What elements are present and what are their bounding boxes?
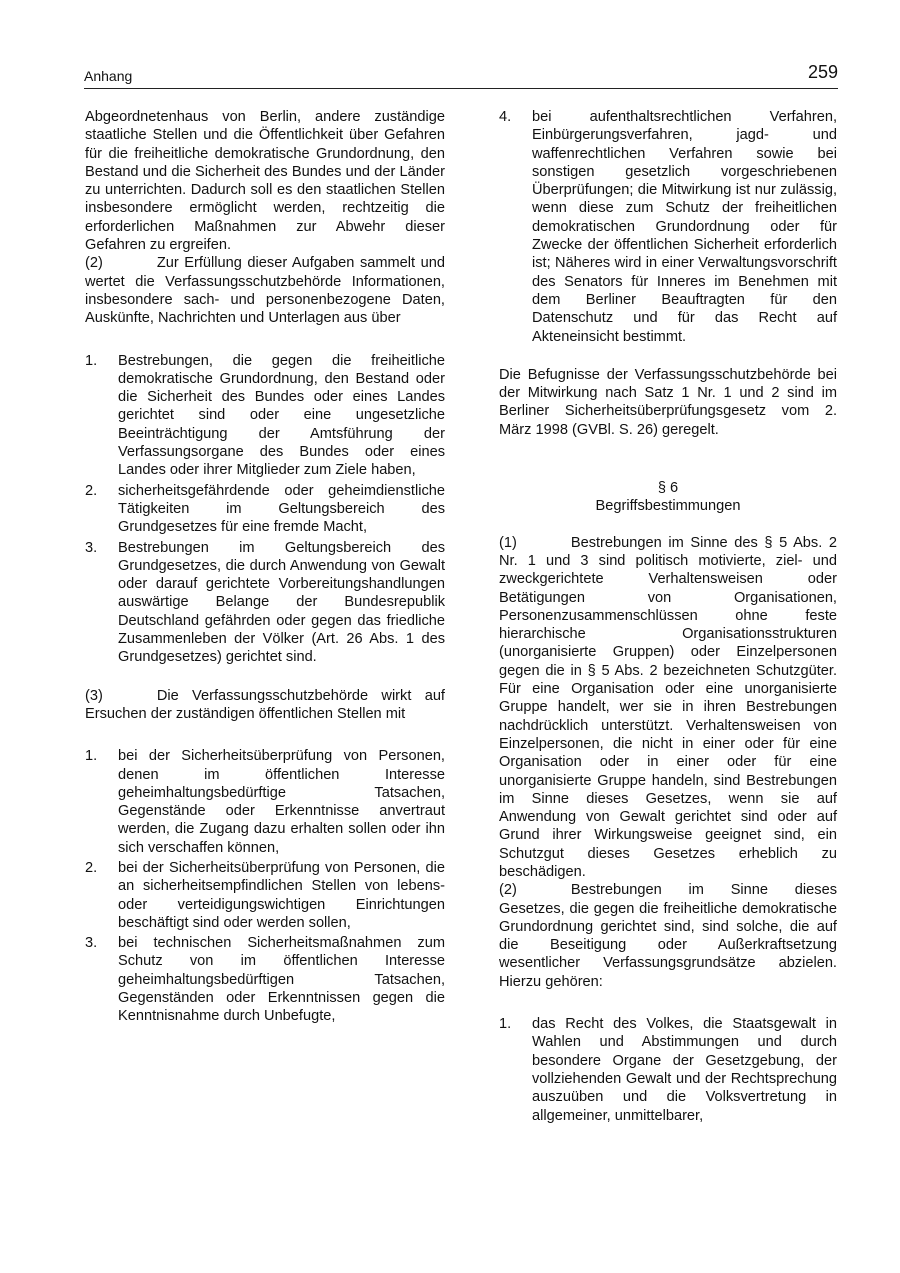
paragraph-label: (2) [499, 882, 517, 899]
paragraph-2 [85, 254, 445, 327]
paragraph-text: Die Verfassungsschutzbehörde wirkt auf Ersuchen der zuständigen öffentlichen Stellen mit [85, 687, 445, 722]
list-constitutional-principles [499, 1015, 837, 1125]
paragraph-3 [85, 687, 445, 724]
list-cooperation-cases [85, 747, 445, 1025]
page-header [84, 62, 838, 89]
list-cooperation-continued [499, 108, 837, 346]
running-head: Anhang [84, 68, 133, 84]
list-item: 2. bei der Sicherheitsüberprüfung von Personen, die an sicherheitsempfindlichen Stellen von lebens- oder verteidigungswichtigen Einrichtungen beschäftigt sind oder werden sollen, [85, 859, 445, 931]
list-item: 3. Bestrebungen im Geltungsbereich des Grundgesetzes, die durch Anwendung von Gewalt oder darauf gerichtete Vorbereitungshandlungen auswärtige Belange der Bundesrepublik Deutschland gefährden oder gegen das friedliche Zusammenleben der Völker (Art. 26 Abs. 1 des Grundgesetzes) gerichtet sind. [85, 539, 445, 666]
list-item: 4. bei aufenthaltsrechtlichen Verfahren, Einbürgerungsverfahren, jagd- und waffenrechtlichen Verfahren sowie bei sonstigen gesetzlich vorgeschriebenen Überprüfungen; die Mitwirkung ist nur zulässig, wenn diese zum Schutz der freiheitlichen demokratischen Grundordnung oder für Zwecke der öffentlichen Sicherheit erforderlich ist; Näheres wird in einer Verwaltungsvorschrift des Senators für Inneres im Benehmen mit dem Berliner Beauftragten für den Datenschutz und für das Recht auf Akteneinsicht bestimmt. [499, 109, 837, 345]
paragraph-text: Bestrebungen im Sinne dieses Gesetzes, die gegen die freiheitliche demokratische Grundordnung gerichtet sind, sind solche, die auf die Beseitigung oder Außerkraftsetzung wesentlicher Verfassungsgrundsätze abzielen. Hierzu gehören: [499, 882, 837, 990]
list-item: 2. sicherheitsgefährdende oder geheimdienstliche Tätigkeiten im Geltungsbereich des Grundgesetzes für eine fremde Macht, [85, 482, 445, 536]
list-item: 1. Bestrebungen, die gegen die freiheitliche demokratische Grundordnung, den Bestand oder die Sicherheit des Bundes oder eines Landes gerichtet sind oder eine ungesetzliche Beeinträchtigung der Amtsführung der Verfassungsorgane des Bundes oder eines Landes oder ihrer Mitglieder zum Ziele haben, [85, 352, 445, 479]
right-column [499, 108, 837, 1127]
left-column [85, 108, 445, 1028]
page-number: 259 [807, 62, 838, 82]
section-number: § 6 [657, 480, 679, 497]
paragraph-label: (2) [85, 255, 103, 272]
definition-paragraph-1 [499, 534, 837, 882]
paragraph-label: (1) [499, 534, 517, 551]
section-title: Begriffsbestimmungen [595, 498, 741, 515]
intro-paragraph: Abgeordnetenhaus von Berlin, andere zuständige staatliche Stellen und die Öffentlichkeit über Gefahren für die freiheitliche demokratische Grundordnung, den Bestand und die Sicherheit des Bundes und der Länder zu unterrichten. Dadurch soll es den staatlichen Stellen insbesondere ermöglicht werden, rechtzeitig die erforderlichen Maßnahmen zur Abwehr dieser Gefahren zu ergreifen. [85, 109, 445, 254]
list-collection-topics [85, 352, 445, 667]
befugnisse-paragraph: Die Befugnisse der Verfassungsschutzbehörde bei der Mitwirkung nach Satz 1 Nr. 1 und 2 sind im Berliner Sicherheitsüberprüfungsgesetz vom 2. März 1998 (GVBl. S. 26) geregelt. [499, 366, 837, 438]
list-item: 1. das Recht des Volkes, die Staatsgewalt in Wahlen und Abstimmungen und durch besondere Organe der Gesetzgebung, der vollziehenden Gewalt und der Rechtsprechung auszuüben und die Volksvertretung in allgemeiner, unmittelbarer, [499, 1016, 837, 1124]
paragraph-text: Bestrebungen im Sinne des § 5 Abs. 2 Nr. 1 und 3 sind politisch motivierte, ziel- und zweckgerichtete Verhaltensweisen oder Betätigungen von Organisationen, Personenzusammenschlüssen ohne feste hierarchische Organisationsstrukturen (unorganisierte Gruppen) oder Einzelpersonen gegen die in § 5 Abs. 2 bezeichneten Schutzgüter. Für eine Organisation oder eine unorganisierte Gruppe handelt, wer sie in ihren Bestrebungen nachdrücklich unterstützt. Verhaltensweisen von Einzelpersonen, die nicht in einer oder für eine Organisation oder in einer oder für eine unorganisierte Gruppe handeln, sind Bestrebungen im Sinne dieses Gesetzes, wenn sie auf Anwendung von Gewalt gerichtet sind oder auf Grund ihrer Wirkungsweise geeignet sind, ein Schutzgut dieses Gesetzes erheblich zu beschädigen. [499, 534, 837, 880]
list-item: 3. bei technischen Sicherheitsmaßnahmen zum Schutz von im öffentlichen Interesse geheimhaltungsbedürftigen Tatsachen, Gegenständen oder Erkenntnissen gegen die Kenntnisnahme durch Unbefugte, [85, 935, 445, 1025]
list-item: 1. bei der Sicherheitsüberprüfung von Personen, denen im öffentlichen Interesse geheimhaltungsbedürftige Tatsachen, Gegenstände oder Erkenntnisse anvertraut werden, die Zugang dazu erhalten sollen oder ihn sich verschaffen können, [85, 748, 445, 856]
definition-paragraph-2 [499, 881, 837, 991]
paragraph-text: Zur Erfüllung dieser Aufgaben sammelt und wertet die Verfassungsschutzbehörde Informationen, insbesondere sach- und personenbezogene Daten, Auskünfte, Nachrichten und Unterlagen aus über [85, 255, 445, 327]
paragraph-label: (3) [85, 687, 103, 704]
